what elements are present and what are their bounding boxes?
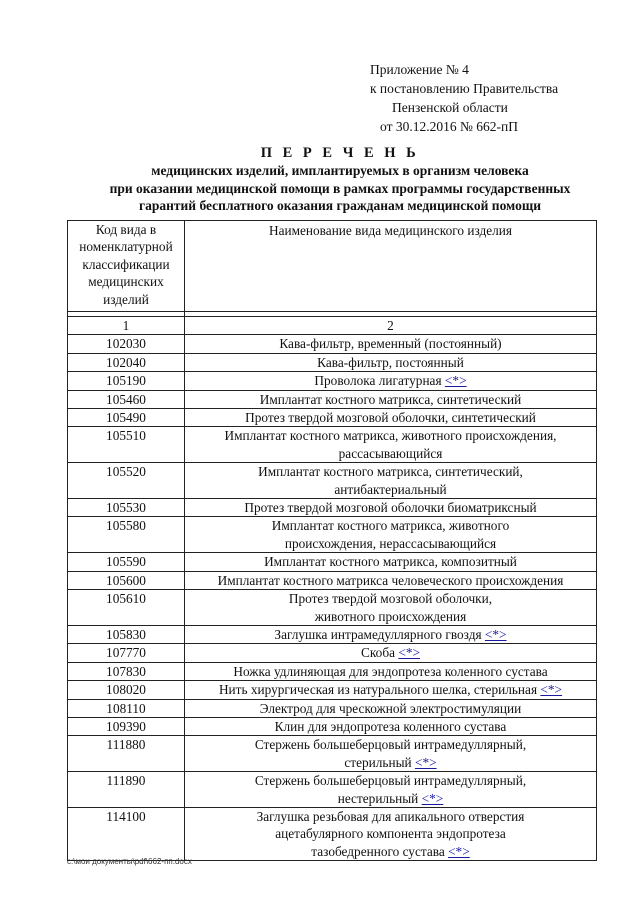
table-row (68, 644, 597, 662)
appendix-line-2: к постановлению Правительства (370, 81, 559, 96)
table-row (68, 463, 597, 499)
column-number-2: 2 (185, 317, 597, 335)
device-name (185, 353, 597, 371)
table-row (68, 699, 597, 717)
device-name-line (188, 790, 593, 807)
device-name-line (188, 553, 593, 570)
device-code: 105490 (68, 409, 185, 427)
footnote-link[interactable]: <*> (398, 645, 420, 661)
device-name (185, 499, 597, 517)
device-name-text: нестерильный (337, 790, 419, 806)
device-name-text: животного происхождения (314, 608, 467, 624)
table-row (68, 372, 597, 390)
device-name-text: Стержень большеберцовый интрамедуллярный, (254, 773, 527, 789)
table-row (68, 553, 597, 571)
table-row (68, 590, 597, 626)
device-name-text: Заглушка резьбовая для апикального отверстия (256, 808, 525, 824)
device-name-text: Ножка удлиняющая для эндопротеза коленного сустава (233, 663, 548, 679)
device-name-text: Скоба (361, 645, 395, 661)
device-name-text: Кава-фильтр, временный (постоянный) (279, 336, 502, 352)
table-header-row (68, 221, 597, 312)
device-name-text: Проволока лигатурная (314, 373, 442, 389)
column-numbering-row (68, 317, 597, 335)
device-name-line (188, 754, 593, 771)
table-row (68, 390, 597, 408)
table-row (68, 772, 597, 808)
device-code: 111890 (68, 772, 185, 808)
device-name-line (188, 644, 593, 661)
device-name-text: Имплантат костного матрикса, синтетический (259, 391, 522, 407)
device-name (185, 699, 597, 717)
device-name (185, 717, 597, 735)
device-name (185, 372, 597, 390)
device-name-text: Имплантат костного матрикса, животного происхождения, (224, 428, 557, 444)
device-code: 105610 (68, 590, 185, 626)
device-name-text: Клин для эндопротеза коленного сустава (274, 718, 507, 734)
device-name-line (188, 354, 593, 371)
device-name-line (188, 825, 593, 842)
title-line-3: гарантий бесплатного оказания гражданам медицинской помощи (138, 198, 542, 213)
appendix-block (370, 60, 620, 136)
device-code: 105580 (68, 517, 185, 553)
device-code: 102040 (68, 353, 185, 371)
device-name (185, 463, 597, 499)
table-row (68, 499, 597, 517)
device-name-text: Протез твердой мозговой оболочки, (288, 591, 493, 607)
device-name-line (188, 718, 593, 735)
column-number-1: 1 (68, 317, 185, 335)
device-name (185, 390, 597, 408)
header-code-cell: Код вида в номенклатурной классификации медицинских изделий (68, 221, 185, 312)
device-name (185, 662, 597, 680)
device-name-line (188, 590, 593, 607)
device-name-text: стерильный (344, 754, 412, 770)
device-name-text: Имплантат костного матрикса человеческого происхождения (217, 572, 564, 588)
table-row (68, 736, 597, 772)
device-name-text: Протез твердой мозговой оболочки биоматриксный (244, 500, 537, 516)
device-name-text: Протез твердой мозговой оболочки, синтетический (245, 410, 536, 426)
device-name-text: происхождения, нерассасывающийся (284, 535, 497, 551)
device-name-line (188, 843, 593, 860)
device-code: 109390 (68, 717, 185, 735)
device-code: 111880 (68, 736, 185, 772)
device-name-line (188, 681, 593, 698)
device-code: 107770 (68, 644, 185, 662)
device-code: 105600 (68, 571, 185, 589)
table-row (68, 571, 597, 589)
device-name-line (188, 808, 593, 825)
device-name-line (188, 535, 593, 552)
footnote-link[interactable]: <*> (484, 626, 507, 642)
title-main: П Е Р Е Ч Е Н Ь (260, 145, 420, 161)
device-name-line (188, 572, 593, 589)
device-name-line (188, 372, 593, 389)
title-line-1: медицинских изделий, имплантируемых в организм человека (151, 163, 529, 178)
device-name (185, 681, 597, 699)
device-name-text: Имплантат костного матрикса, синтетический, (258, 464, 523, 480)
appendix-line-1: Приложение № 4 (370, 62, 469, 77)
device-name-text: Электрод для чрескожной электростимуляции (259, 700, 522, 716)
device-name-text: Кава-фильтр, постоянный (317, 354, 464, 370)
device-name-text: Стержень большеберцовый интрамедуллярный, (254, 737, 527, 753)
device-name (185, 772, 597, 808)
device-code: 107830 (68, 662, 185, 680)
device-name (185, 571, 597, 589)
table-row (68, 662, 597, 680)
device-name-text: рассасывающийся (338, 445, 443, 461)
header-name-cell: Наименование вида медицинского изделия (185, 221, 597, 312)
footnote-link[interactable]: <*> (421, 790, 444, 806)
document-title (60, 144, 620, 215)
device-name-text: тазобедренного сустава (311, 843, 445, 859)
device-code: 108110 (68, 699, 185, 717)
device-name-line (188, 335, 593, 352)
device-name-line (188, 700, 593, 717)
device-code: 105530 (68, 499, 185, 517)
footnote-link[interactable]: <*> (414, 754, 437, 770)
footnote-link[interactable]: <*> (444, 373, 467, 389)
device-name-text: ацетабулярного компонента эндопротеза (275, 826, 506, 842)
device-name (185, 335, 597, 353)
device-name (185, 553, 597, 571)
device-name-line (188, 481, 593, 498)
device-code: 105590 (68, 553, 185, 571)
device-name (185, 427, 597, 463)
device-name-line (188, 772, 593, 789)
device-code: 105830 (68, 625, 185, 643)
device-code: 105510 (68, 427, 185, 463)
device-code: 108020 (68, 681, 185, 699)
table-row (68, 681, 597, 699)
device-name-text: Заглушка интрамедуллярного гвоздя (274, 626, 482, 642)
table-row (68, 625, 597, 643)
table-row (68, 427, 597, 463)
table-row (68, 335, 597, 353)
device-name-line (188, 409, 593, 426)
table-row (68, 353, 597, 371)
device-code: 105520 (68, 463, 185, 499)
device-name (185, 590, 597, 626)
device-code: 105190 (68, 372, 185, 390)
table-row (68, 717, 597, 735)
device-name (185, 736, 597, 772)
device-name-text: Нить хирургическая из натурального шелка, стерильная (218, 682, 538, 698)
file-path-footer: c:\мои документы\pdf\662-пп.docx (67, 857, 192, 866)
medical-devices-table (67, 220, 597, 861)
device-name-text: Имплантат костного матрикса, композитный (264, 554, 517, 570)
device-name-line (188, 626, 593, 643)
device-code: 114100 (68, 807, 185, 860)
device-name (185, 644, 597, 662)
device-name-line (188, 499, 593, 516)
device-name-line (188, 463, 593, 480)
device-name-line (188, 517, 593, 534)
title-line-2: при оказании медицинской помощи в рамках программы государственных (109, 180, 571, 196)
appendix-line-3: Пензенской области (392, 100, 508, 115)
device-name (185, 517, 597, 553)
device-name-line (188, 736, 593, 753)
table-row (68, 517, 597, 553)
device-name-line (188, 445, 593, 462)
device-name-line (188, 608, 593, 625)
footnote-link[interactable]: <*> (540, 682, 563, 698)
device-name (185, 409, 597, 427)
device-name-line (188, 391, 593, 408)
device-name-line (188, 663, 593, 680)
table-row (68, 807, 597, 860)
device-name-text: Имплантат костного матрикса, животного (271, 518, 510, 534)
footnote-link[interactable]: <*> (448, 843, 470, 859)
device-name (185, 625, 597, 643)
table-row (68, 409, 597, 427)
device-name (185, 807, 597, 860)
device-name-line (188, 427, 593, 444)
appendix-line-4: от 30.12.2016 № 662-пП (380, 119, 518, 134)
device-code: 102030 (68, 335, 185, 353)
device-name-text: антибактериальный (334, 481, 447, 497)
device-code: 105460 (68, 390, 185, 408)
